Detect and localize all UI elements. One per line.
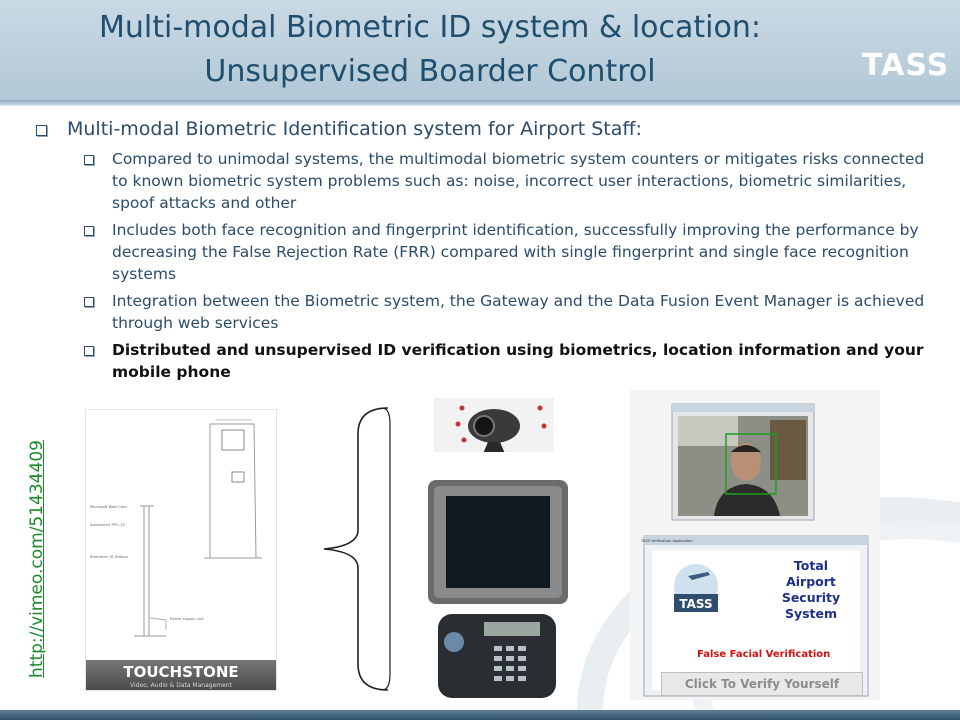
checkbox-bullet-icon xyxy=(36,125,47,136)
right-bracket-graphic xyxy=(380,404,410,694)
sub-bullet-3 xyxy=(84,290,936,334)
sub-bullet-text: Compared to unimodal systems, the multimodal biometric system counters or mitigates risks connected to known biometric system problems such as: noise, incorrect user interactions, biometric similarities, spoof attacks and other xyxy=(112,150,925,212)
slide-footer-bar xyxy=(0,710,960,720)
touch-panel-monitor-icon xyxy=(410,452,586,622)
checkbox-bullet-icon xyxy=(84,226,94,236)
kiosk-diagram xyxy=(86,410,276,690)
kiosk-label: Biometric ID Station xyxy=(90,554,129,559)
app-title-line: Total xyxy=(793,558,829,573)
sub-bullet-1 xyxy=(84,148,936,214)
checkbox-bullet-icon xyxy=(84,297,94,307)
main-bullet-text: Multi-modal Biometric Identification system for Airport Staff: xyxy=(67,118,642,140)
kiosk-label: Advantech PPC-15 xyxy=(90,522,125,527)
hardware-devices-graphic xyxy=(408,396,586,700)
app-title-line: Security xyxy=(781,590,841,605)
sub-bullet-text: Distributed and unsupervised ID verification using biometrics, location information and your mobile phone xyxy=(112,341,924,381)
checkbox-bullet-icon xyxy=(84,346,94,356)
kiosk-label: Power supply unit xyxy=(170,616,204,621)
header-divider xyxy=(0,100,960,106)
app-window-title: TASS Verification Application xyxy=(641,539,693,543)
kiosk-sketch-graphic xyxy=(86,410,276,660)
app-title xyxy=(776,558,846,622)
brand-subtitle: Video, Audio & Data Management xyxy=(130,682,232,689)
slide-title xyxy=(0,6,860,94)
app-title-line: Airport xyxy=(786,574,836,589)
brand-name: TOUCHSTONE xyxy=(123,663,239,681)
camera-preview-window xyxy=(672,404,814,520)
vimeo-video-link[interactable]: http://vimeo.com/51434409 xyxy=(27,440,47,678)
kiosk-label: Microsoft Web Cam xyxy=(90,504,127,509)
main-bullet xyxy=(36,116,936,142)
checkbox-bullet-icon xyxy=(84,155,94,165)
sub-bullet-text: Integration between the Biometric system, the Gateway and the Data Fusion Event Manager is achieved through web services xyxy=(112,292,925,332)
tass-logo: TASS xyxy=(862,48,950,83)
verify-yourself-button[interactable]: Click To Verify Yourself xyxy=(661,672,863,696)
title-line-1: Multi-modal Biometric ID system & location: xyxy=(99,10,761,45)
app-title-line: System xyxy=(784,606,838,621)
app-logo: TASS xyxy=(679,597,713,611)
sub-bullet-2 xyxy=(84,219,936,285)
sub-bullet-text: Includes both face recognition and fingerprint identification, successfully improving the performance by decreasing the False Rejection Rate (FRR) compared with single fingerprint and single face recognition systems xyxy=(112,221,919,283)
title-line-2: Unsupervised Boarder Control xyxy=(204,54,656,89)
verification-status: False Facial Verification xyxy=(697,649,831,660)
fingerprint-terminal-icon xyxy=(438,614,556,698)
sub-bullet-list xyxy=(84,148,936,383)
sub-bullet-4 xyxy=(84,339,936,383)
bullet-list xyxy=(36,116,936,388)
